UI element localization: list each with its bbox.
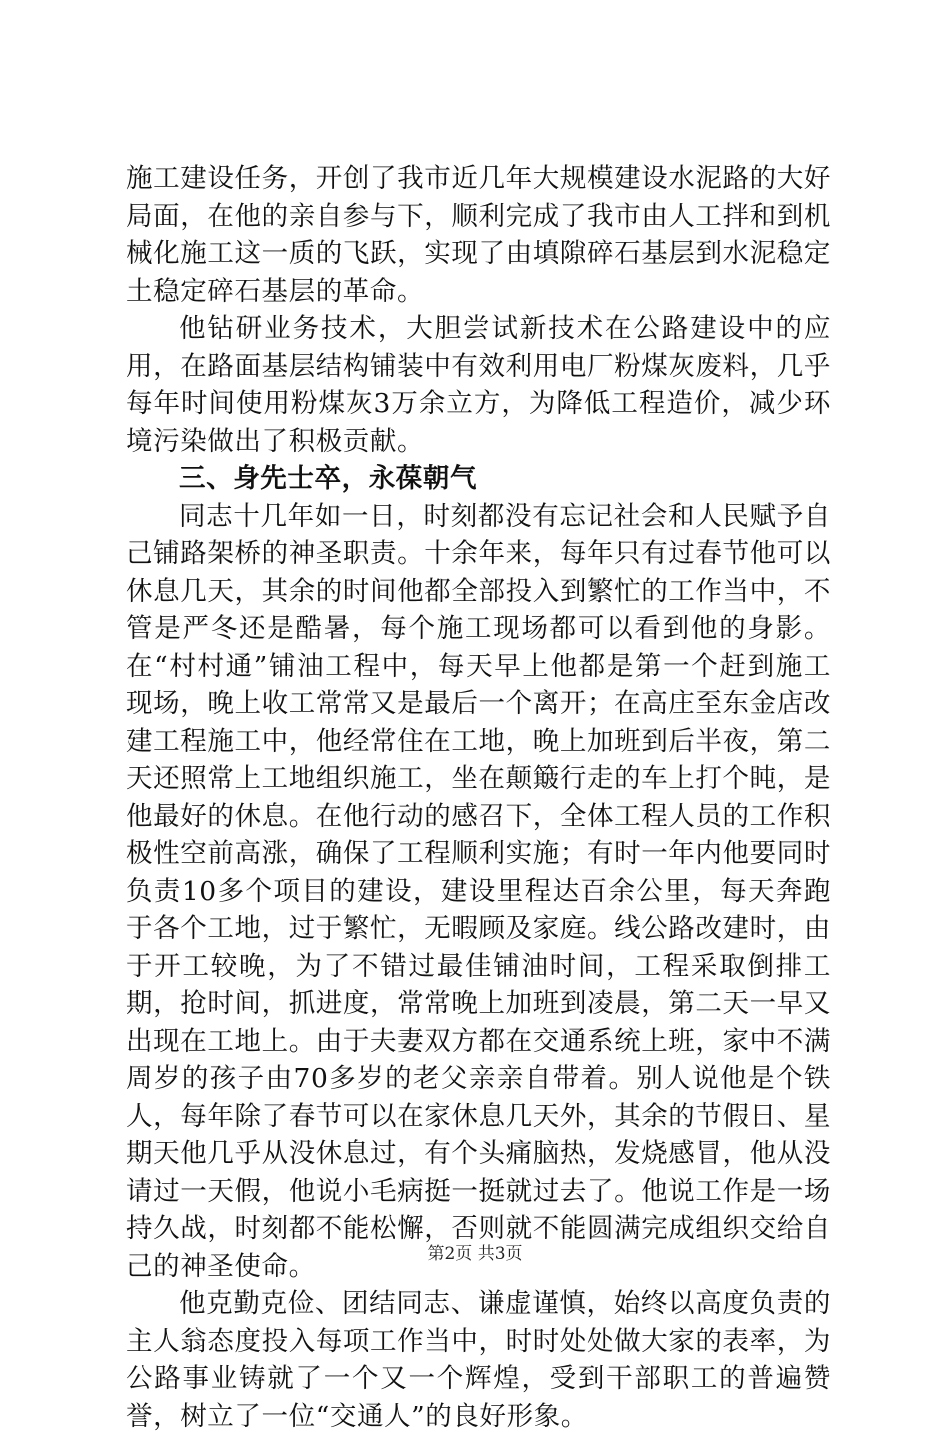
section-heading: 三、身先士卒，永葆朝气: [179, 463, 478, 494]
paragraph-dedication: 同志十几年如一日，时刻都没有忘记社会和人民赋予自己铺路架桥的神圣职责。十余年来，每年只有过春节他可以休息几天，其余的时间他都全部投入到繁忙的工作当中，不管是严冬还是酷暑，每个施工现场都可以看到他的身影。在“村村通”铺油工程中，每天早上他都是第一个赶到施工现场，晚上收工常常又是最后一个离开；在高庄至东金店改建工程施工中，他经常住在工地，晚上加班到后半夜，第二天还照常上工地组织施工，坐在颠簸行走的车上打个盹，是他最好的休息。在他行动的感召下，全体工程人员的工作积极性空前高涨，确保了工程顺利实施；有时一年内他要同时负责10多个项目的建设，建设里程达百余公里，每天奔跑于各个工地，过于繁忙，无暇顾及家庭。线公路改建时，由于开工较晚，为了不错过最佳铺油时间，工程采取倒排工期，抢时间，抓进度，常常晚上加班到凌晨，第二天一早又出现在工地上。由于夫妻双方都在交通系统上班，家中不满周岁的孩子由70多岁的老父亲亲自带着。别人说他是个铁人，每年除了春节可以在家休息几天外，其余的节假日、星期天他几乎从没休息过，有个头痛脑热，发烧感冒，他从没请过一天假，他说小毛病挺一挺就过去了。他说工作是一场持久战，时刻都不能松懈，否则就不能圆满完成组织交给自己的神圣使命。: [126, 500, 831, 1282]
paragraph-continuation: 施工建设任务，开创了我市近几年大规模建设水泥路的大好局面，在他的亲自参与下，顺利完成了我市由人工拌和到机械化施工这一质的飞跃，实现了由填隙碎石基层到水泥稳定土稳定碎石基层的革命。: [126, 163, 831, 307]
paragraph-technology: 他钻研业务技术，大胆尝试新技术在公路建设中的应用，在路面基层结构铺装中有效利用电厂粉煤灰废料，几乎每年时间使用粉煤灰3万余立方，为降低工程造价，减少环境污染做出了积极贡献。: [126, 313, 831, 457]
paragraph-conclusion: 他克勤克俭、团结同志、谦虚谨慎，始终以高度负责的主人翁态度投入每项工作当中，时时处处做大家的表率，为公路事业铸就了一个又一个辉煌，受到干部职工的普遍赞誉，树立了一位“交通人”的良好形象。: [126, 1288, 831, 1432]
page-number-footer: 第2页 共3页: [427, 1244, 523, 1264]
